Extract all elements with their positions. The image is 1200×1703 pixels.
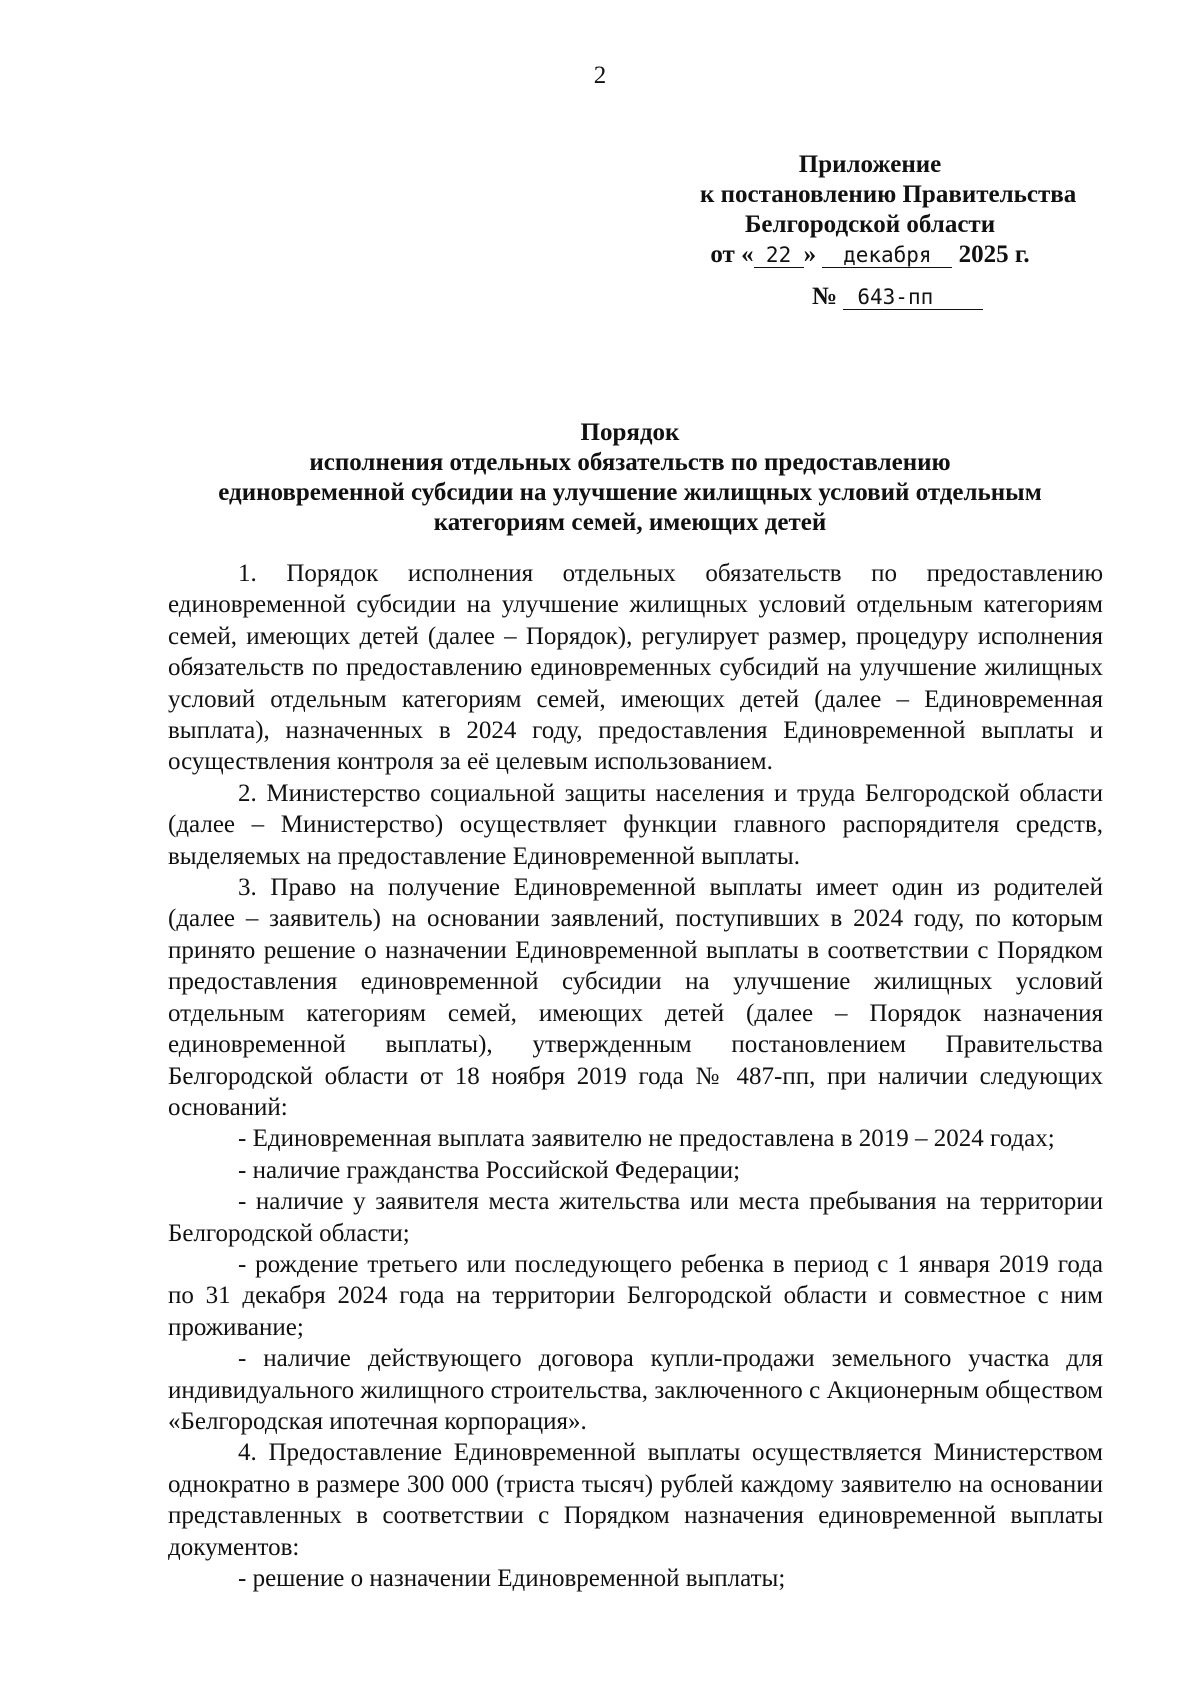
date-day: 22 (754, 243, 804, 268)
date-mid: » (803, 241, 817, 268)
appendix-resolution-line: к постановлению Правительства (700, 181, 1077, 208)
paragraph-2: 2. Министерство социальной защиты населения и труда Белгородской области (далее – Министерство) осуществляет функции главного распорядителя средств, выделяемых на предоставление Единовременной выплаты. (168, 779, 1103, 870)
appendix-header (700, 150, 1077, 270)
appendix-region-line: Белгородской области (744, 211, 996, 238)
date-month: декабря (822, 243, 952, 268)
document-title (160, 418, 1100, 538)
document-number: 643-пп (843, 285, 983, 310)
document-body (168, 558, 1103, 1594)
paragraph-3: 3. Право на получение Единовременной выплаты имеет один из родителей (далее – заявитель) на основании заявлений, поступивших в 2024 году, по которым принято решение о назначении Единовременной выплаты в соответствии с Порядком предоставления единовременной субсидии на улучшение жилищных условий отдельным категориям семей, имеющих детей (далее – Порядок назначения единовременной выплаты), утвержденным постановлением Правительства Белгородской области от 18 ноября 2019 года № 487-пп, при наличии следующих оснований: (168, 874, 1103, 1121)
title-line-1: Порядок (580, 419, 680, 446)
date-year: 2025 г. (958, 241, 1030, 268)
title-line-3: единовременной субсидии на улучшение жилищных условий отдельным (218, 479, 1042, 506)
condition-item-2: - наличие гражданства Российской Федерации; (238, 1156, 741, 1184)
document-number-line (812, 283, 983, 311)
title-line-4: категориям семей, имеющих детей (433, 509, 827, 536)
number-prefix: № (812, 283, 838, 310)
appendix-date-line (700, 240, 1040, 270)
date-prefix: от « (710, 241, 754, 268)
condition-item-5: - наличие действующего договора купли-продажи земельного участка для индивидуального жилищного строительства, заключенного с Акционерным обществом «Белгородская ипотечная корпорация». (168, 1345, 1103, 1435)
paragraph-1: 1. Порядок исполнения отдельных обязательств по предоставлению единовременной субсидии на улучшение жилищных условий отдельным категориям семей, имеющих детей (далее – Порядок), регулирует размер, процедуру исполнения обязательств по предоставлению единовременных субсидий на улучшение жилищных условий отдельным категориям семей, имеющих детей (далее – Единовременная выплата), назначенных в 2024 году, предоставления Единовременной выплаты и осуществления контроля за её целевым использованием. (168, 560, 1103, 776)
document-item-1: - решение о назначении Единовременной выплаты; (238, 1565, 786, 1592)
condition-item-1: - Единовременная выплата заявителю не предоставлена в 2019 – 2024 годах; (238, 1125, 1055, 1153)
appendix-title: Приложение (798, 151, 942, 178)
page-number: 2 (593, 62, 607, 89)
paragraph-4: 4. Предоставление Единовременной выплаты осуществляется Министерством однократно в размере 300 000 (триста тысяч) рублей каждому заявителю на основании представленных в соответствии с Порядком назначения единовременной выплаты документов: (168, 1439, 1103, 1561)
title-line-2: исполнения отдельных обязательств по предоставлению (309, 449, 951, 476)
condition-item-4: - рождение третьего или последующего ребенка в период с 1 января 2019 года по 31 декабря 2024 года на территории Белгородской области и совместное с ним проживание; (168, 1250, 1103, 1341)
condition-item-3: - наличие у заявителя места жительства или места пребывания на территории Белгородской области; (168, 1188, 1103, 1247)
